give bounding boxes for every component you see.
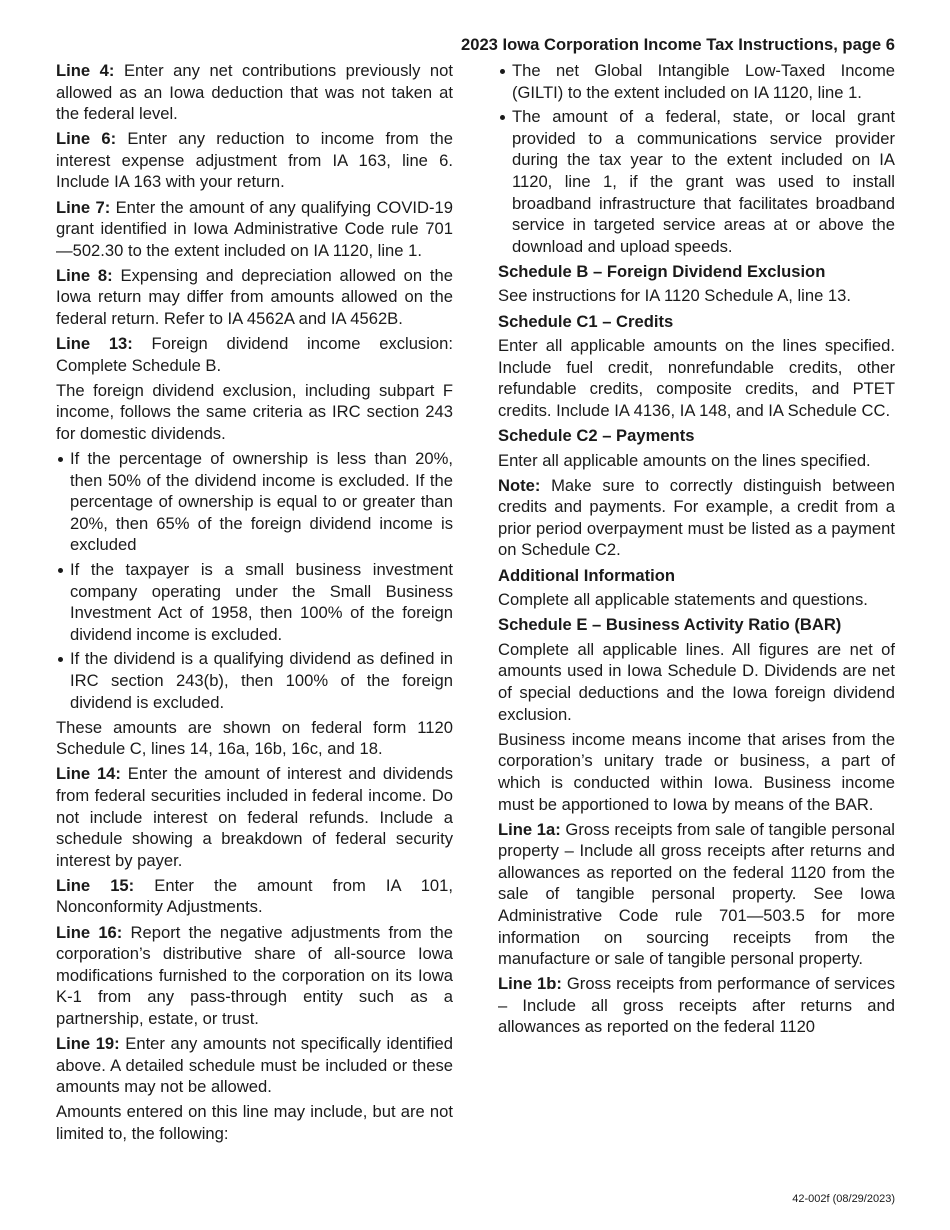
schedule-e-text: Complete all applicable lines. All figures are net of amounts used in Iowa Schedule D. Dividends are net of special deductions and the Iowa foreign dividend exclusion. — [498, 639, 895, 724]
form-number-footer: 42-002f (08/29/2023) — [792, 1193, 895, 1205]
line-7-label: Line 7: — [56, 197, 111, 217]
schedule-c2-text: Enter all applicable amounts on the lines specified. — [498, 450, 871, 470]
line-4-paragraph — [56, 60, 453, 125]
schedule-b-text: See instructions for IA 1120 Schedule A, line 13. — [498, 286, 851, 306]
line-16-paragraph — [56, 922, 453, 1030]
line-14-text: Enter the amount of interest and dividends from federal securities included in federal income. Do not include interest on federal refunds. Include a schedule showing a breakdown of federal security interest by payer. — [56, 764, 453, 870]
foreign-dividend-list — [56, 448, 453, 713]
line-19-paragraph — [56, 1033, 453, 1098]
line-6-label: Line 6: — [56, 129, 117, 149]
line-19-items-list — [498, 60, 895, 257]
schedule-e-heading: Schedule E – Business Activity Ratio (BAR) — [498, 615, 842, 635]
line-15-label: Line 15: — [56, 875, 135, 895]
line-15-text: Enter the amount from IA 101, Nonconformity Adjustments. — [56, 875, 453, 917]
page-header: 2023 Iowa Corporation Income Tax Instructions, page 6 — [461, 35, 895, 54]
line-6-text: Enter any reduction to income from the interest expense adjustment from IA 163, line 6. Include IA 163 with your return. — [56, 129, 453, 192]
list-item: If the dividend is a qualifying dividend as defined in IRC section 243(b), then 100% of the foreign dividend is excluded. — [56, 648, 453, 713]
line-14-paragraph — [56, 763, 453, 871]
line-13-label: Line 13: — [56, 334, 133, 354]
line-8-text: Expensing and depreciation allowed on the Iowa return may differ from amounts allowed on the federal return. Refer to IA 4562A and IA 4562B. — [56, 265, 453, 329]
list-item: If the taxpayer is a small business investment company operating under the Small Business Investment Act of 1958, then 100% of the foreign dividend income is excluded. — [56, 559, 453, 645]
right-column — [498, 60, 895, 1042]
line-8-label: Line 8: — [56, 265, 113, 285]
business-income-paragraph: Business income means income that arises from the corporation’s unitary trade or business, a part of which is conducted within Iowa. Business income must be apportioned to Iowa by means of the BAR. — [498, 729, 895, 814]
line-15-paragraph — [56, 875, 453, 918]
line-14-label: Line 14: — [56, 764, 121, 784]
note-label: Note: — [498, 475, 541, 495]
line-19-text: Enter any amounts not specifically identified above. A detailed schedule must be included or these amounts may not be allowed. — [56, 1034, 453, 1097]
additional-info-heading: Additional Information — [498, 565, 675, 585]
line-8-paragraph — [56, 265, 453, 330]
list-item: If the percentage of ownership is less than 20%, then 50% of the dividend income is excluded. If the percentage of ownership is equal to or greater than 20%, then 65% of the foreign dividend income is excluded — [56, 448, 453, 556]
foreign-dividend-paragraph: The foreign dividend exclusion, including subpart F income, follows the same criteria as IRC section 243 for domestic dividends. — [56, 380, 453, 443]
note-paragraph — [498, 475, 895, 561]
line-4-text: Enter any net contributions previously not allowed as an Iowa deduction that was not taken at the federal level. — [56, 61, 453, 124]
line-1a-paragraph — [498, 819, 895, 970]
line-13-text: Foreign dividend income exclusion: Complete Schedule B. — [56, 334, 453, 375]
line-16-text: Report the negative adjustments from the corporation’s distributive share of all-source Iowa modifications furnished to the corporation on its Iowa K-1 from any pass-through entity such as a partnership, estate, or trust. — [56, 922, 453, 1028]
line-4-label: Line 4: — [56, 61, 115, 80]
line-1a-text: Gross receipts from sale of tangible personal property – Include all gross receipts after returns and allowances as reported on the federal 1120 from the sale of tangible personal property. See Iowa Administrative Code rule 701—503.5 for more information on sourcing receipts from the manufacture or sale of tangible personal property. — [498, 819, 895, 969]
left-column — [56, 60, 453, 1148]
schedule-c1-text: Enter all applicable amounts on the lines specified. Include fuel credit, nonrefundable credits, other refundable credits, composite credits, and PTET credits. Include IA 4136, IA 148, and IA Schedule CC. — [498, 336, 895, 420]
amounts-may-include-paragraph: Amounts entered on this line may include, but are not limited to, the following: — [56, 1102, 453, 1143]
line-1b-text: Gross receipts from performance of services – Include all gross receipts after returns and allowances as reported on the federal 1120 — [498, 974, 895, 1037]
list-item: The amount of a federal, state, or local grant provided to a communications service provider during the tax year to the extent included on IA 1120, line 1, if the grant was used to install broadband infrastructure that facilitates broadband service in targeted service areas at or above the download and upload speeds. — [498, 106, 895, 257]
line-6-paragraph — [56, 128, 453, 193]
line-7-paragraph — [56, 197, 453, 262]
additional-info-text: Complete all applicable statements and questions. — [498, 590, 868, 610]
line-1a-label: Line 1a: — [498, 819, 561, 839]
schedule-b-heading: Schedule B – Foreign Dividend Exclusion — [498, 261, 826, 281]
line-1b-label: Line 1b: — [498, 974, 562, 994]
amounts-shown-paragraph: These amounts are shown on federal form 1120 Schedule C, lines 14, 16a, 16b, 16c, and 18. — [56, 717, 453, 759]
schedule-c1-heading: Schedule C1 – Credits — [498, 311, 674, 331]
line-16-label: Line 16: — [56, 922, 123, 942]
line-1b-paragraph — [498, 973, 895, 1038]
line-19-label: Line 19: — [56, 1034, 120, 1054]
schedule-c2-heading: Schedule C2 – Payments — [498, 426, 695, 445]
line-7-text: Enter the amount of any qualifying COVID-19 grant identified in Iowa Administrative Code rule 701—502.30 to the extent included on IA 1120, line 1. — [56, 197, 453, 260]
line-13-paragraph — [56, 333, 453, 376]
list-item: The net Global Intangible Low-Taxed Income (GILTI) to the extent included on IA 1120, line 1. — [498, 60, 895, 103]
note-text: Make sure to correctly distinguish between credits and payments. For example, a credit from a prior period overpayment must be listed as a payment on Schedule C2. — [498, 475, 895, 560]
